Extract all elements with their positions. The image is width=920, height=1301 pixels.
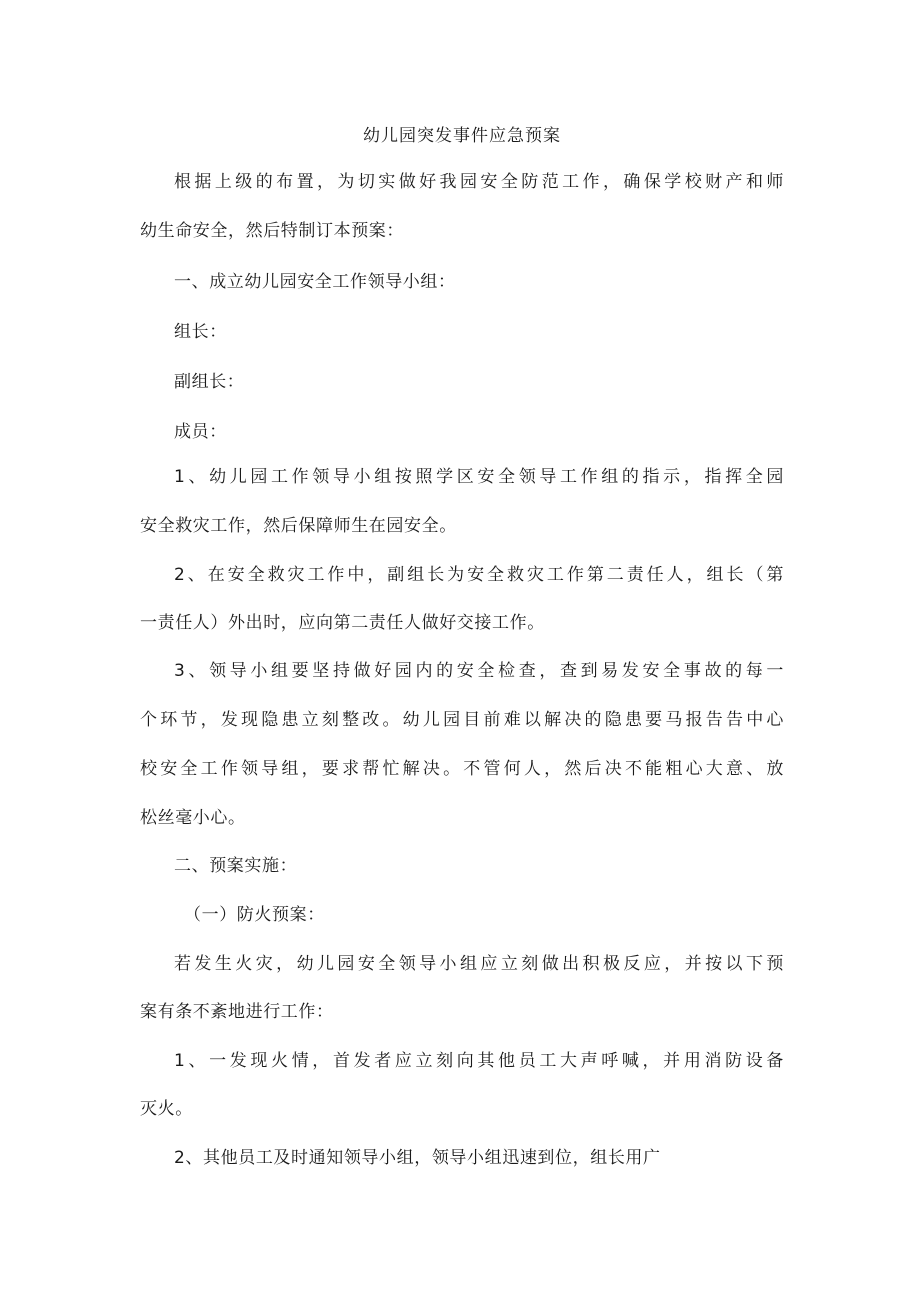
role-label-deputy: 副组长： bbox=[174, 372, 245, 392]
document-page bbox=[140, 0, 784, 1301]
paragraph-line: 2、其他员工及时通知领导小组，领导小组迅速到位，组长用广 bbox=[174, 1148, 661, 1168]
paragraph-line: 1、一发现火情，首发者应立刻向其他员工大声呼喊，并用消防设备 bbox=[174, 1051, 784, 1071]
paragraph-line: 安全救灾工作，然后保障师生在园安全。 bbox=[140, 516, 457, 536]
paragraph-line: 松丝毫小心。 bbox=[140, 808, 246, 828]
paragraph-line: 3、领导小组要坚持做好园内的安全检查，查到易发安全事故的每一 bbox=[174, 661, 784, 681]
document-title: 幼儿园突发事件应急预案 bbox=[363, 126, 561, 146]
paragraph-line: 根据上级的布置，为切实做好我园安全防范工作，确保学校财产和师 bbox=[174, 172, 784, 192]
role-label-members: 成员： bbox=[174, 422, 227, 442]
paragraph-line: 案有条不紊地进行工作： bbox=[140, 1002, 334, 1022]
paragraph-line: 校安全工作领导组，要求帮忙解决。不管何人，然后决不能粗心大意、放 bbox=[140, 759, 784, 779]
paragraph-line: 1、幼儿园工作领导小组按照学区安全领导工作组的指示，指挥全园 bbox=[174, 467, 784, 487]
section-heading: 二、预案实施： bbox=[174, 856, 298, 876]
subsection-heading: （一）防火预案： bbox=[184, 905, 325, 925]
paragraph-line: 个环节，发现隐患立刻整改。幼儿园目前难以解决的隐患要马报告告中心 bbox=[140, 710, 784, 730]
section-heading: 一、成立幼儿园安全工作领导小组： bbox=[174, 272, 456, 292]
paragraph-line: 幼生命安全，然后特制订本预案： bbox=[140, 221, 404, 241]
paragraph-line: 若发生火灾，幼儿园安全领导小组应立刻做出积极反应，并按以下预 bbox=[174, 954, 784, 974]
paragraph-line: 一责任人）外出时，应向第二责任人做好交接工作。 bbox=[140, 613, 545, 633]
paragraph-line: 灭火。 bbox=[140, 1099, 193, 1119]
paragraph-line: 2、在安全救灾工作中，副组长为安全救灾工作第二责任人，组长（第 bbox=[174, 565, 784, 585]
role-label-leader: 组长： bbox=[174, 322, 227, 342]
